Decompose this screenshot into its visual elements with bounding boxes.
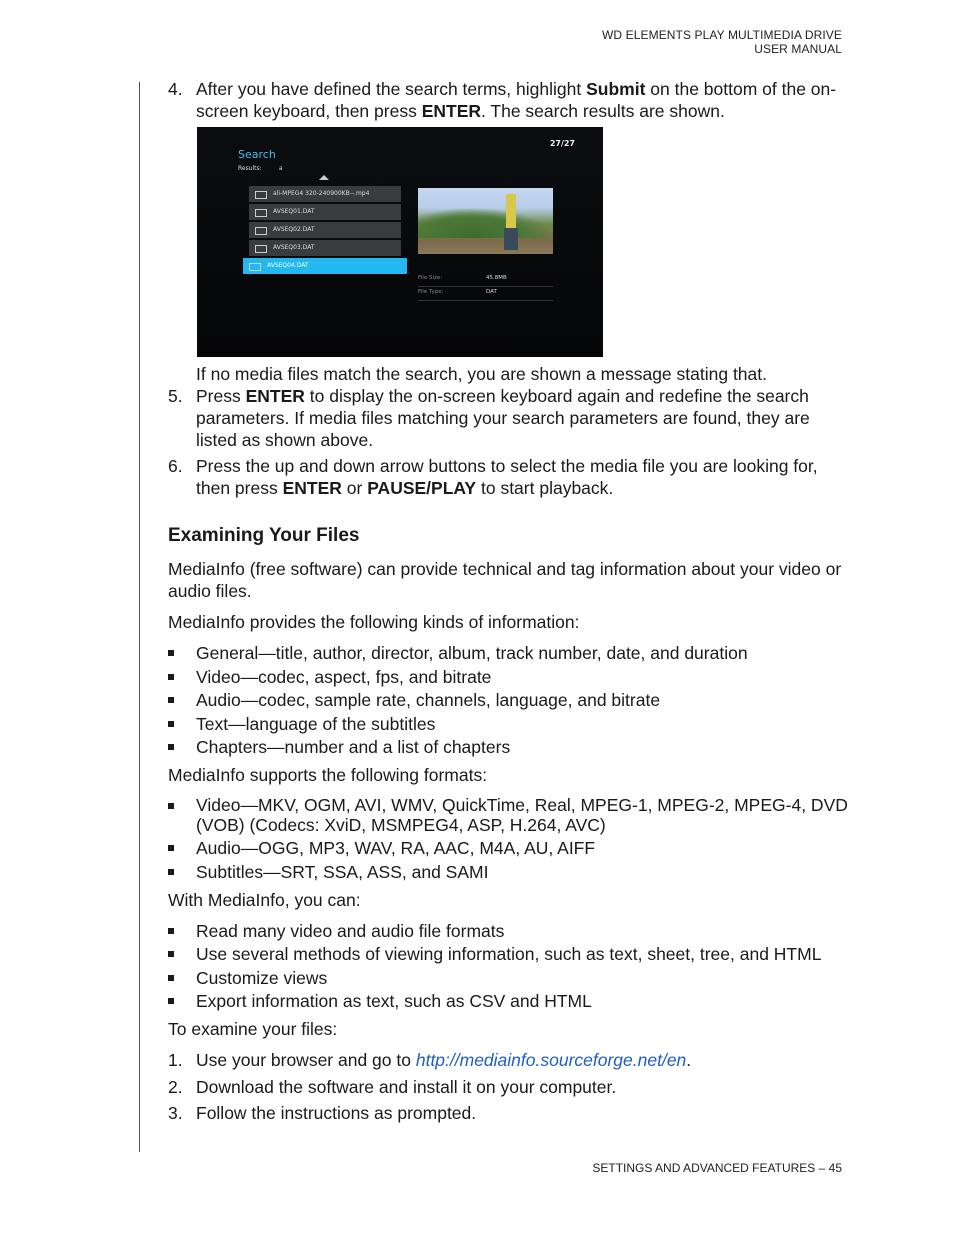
list-item[interactable]: AVSEQ02.DAT [249, 222, 401, 238]
list-item[interactable]: AVSEQ01.DAT [249, 204, 401, 220]
bullet-icon [168, 869, 174, 875]
bullet-icon [168, 674, 174, 680]
can-intro: With MediaInfo, you can: [168, 890, 361, 910]
video-file-icon [255, 245, 267, 253]
bullet-icon [168, 697, 174, 703]
examine-step-3: 3. Follow the instructions as prompted. [168, 1103, 477, 1123]
bullet-icon [168, 998, 174, 1004]
list-item: Export information as text, such as CSV and HTML [168, 990, 848, 1012]
intro-paragraph: MediaInfo (free software) can provide technical and tag information about your video or audio files. [168, 559, 842, 601]
list-item-selected[interactable]: AVSEQ04.DAT [243, 258, 407, 274]
bullet-icon [168, 928, 174, 934]
no-match-note: If no media files match the search, you are shown a message stating that. [196, 364, 767, 384]
file-list [243, 186, 405, 276]
header-line-1: WD ELEMENTS PLAY MULTIMEDIA DRIVE [601, 28, 842, 42]
step-6: 6. Press the up and down arrow buttons to select the media file you are looking for, then press ENTER or PAUSE/PLAY to start playback. [168, 456, 818, 498]
list-item: Video—codec, aspect, fps, and bitrate [168, 666, 848, 688]
list-item: Customize views [168, 967, 848, 989]
list-item: Audio—OGG, MP3, WAV, RA, AAC, M4A, AU, AIFF [168, 837, 848, 859]
page-header [602, 28, 842, 56]
bullet-icon [168, 845, 174, 851]
video-thumbnail [418, 188, 553, 254]
video-file-icon [255, 191, 267, 199]
examine-intro: To examine your files: [168, 1019, 338, 1039]
section-title: Examining Your Files [168, 525, 360, 546]
search-results-screenshot [197, 127, 603, 357]
list-item: General—title, author, director, album, track number, date, and duration [168, 642, 848, 664]
list-item: Subtitles—SRT, SSA, ASS, and SAMI [168, 861, 848, 883]
video-file-icon [255, 227, 267, 235]
pause-play-term: PAUSE/PLAY [367, 478, 477, 498]
list-item: Video—MKV, OGM, AVI, WMV, QuickTime, Real, MPEG-1, MPEG-2, MPEG-4, DVD (VOB) (Codecs: XviD, MSMPEG4, ASP, H.264, AVC) [168, 795, 848, 835]
step-number: 2. [168, 1077, 183, 1097]
bullet-icon [168, 744, 174, 750]
step-number: 4. [168, 79, 183, 99]
bullet-icon [168, 975, 174, 981]
step-number: 5. [168, 386, 183, 406]
header-line-2: USER MANUAL [754, 42, 842, 56]
kinds-intro: MediaInfo provides the following kinds of information: [168, 612, 580, 632]
list-item: Use several methods of viewing information, such as text, sheet, tree, and HTML [168, 943, 858, 965]
list-item: Audio—codec, sample rate, channels, language, and bitrate [168, 689, 848, 711]
step-number: 3. [168, 1103, 183, 1123]
step-5: 5. Press ENTER to display the on-screen keyboard again and redefine the search parameters. If media files matching your search parameters are found, they are listed as shown above. [168, 386, 810, 450]
enter-term: ENTER [282, 478, 342, 498]
results-line: Results: a [238, 165, 283, 172]
list-item[interactable]: AVSEQ03.DAT [249, 240, 401, 256]
margin-rule [139, 82, 140, 1152]
bullet-icon [168, 721, 174, 727]
list-item: Chapters—number and a list of chapters [168, 736, 848, 758]
formats-intro: MediaInfo supports the following formats: [168, 765, 488, 785]
enter-term: ENTER [245, 386, 305, 406]
file-type-row: File Type: DAT [418, 287, 553, 301]
list-item: Text—language of the subtitles [168, 713, 848, 735]
submit-term: Submit [586, 79, 646, 99]
list-item: Read many video and audio file formats [168, 920, 848, 942]
file-size-row: File Size: 45.8MB [418, 273, 553, 287]
enter-term: ENTER [421, 101, 481, 121]
scroll-up-icon [319, 175, 329, 180]
step-number: 1. [168, 1050, 183, 1070]
section-title-wrap [168, 525, 848, 547]
result-count: 27/27 [549, 139, 575, 148]
examine-step-1: 1. Use your browser and go to http://mediainfo.sourceforge.net/en. [168, 1050, 692, 1070]
mediainfo-link[interactable]: http://mediainfo.sourceforge.net/en [415, 1050, 687, 1070]
step-4: 4. After you have defined the search terms, highlight Submit on the bottom of the on-screen keyboard, then press ENTER. The search results are shown. [168, 79, 837, 121]
bullet-icon [168, 650, 174, 656]
video-file-icon [249, 263, 261, 271]
bullet-icon [168, 803, 174, 809]
step-number: 6. [168, 456, 183, 476]
page-footer: SETTINGS AND ADVANCED FEATURES – 45 [592, 1161, 842, 1175]
bullet-icon [168, 951, 174, 957]
screen-title: Search [238, 148, 276, 161]
list-item[interactable]: ali-MPEG4 320-240900KB--.mp4 [249, 186, 401, 202]
video-file-icon [255, 209, 267, 217]
examine-step-2: 2. Download the software and install it on your computer. [168, 1077, 617, 1097]
